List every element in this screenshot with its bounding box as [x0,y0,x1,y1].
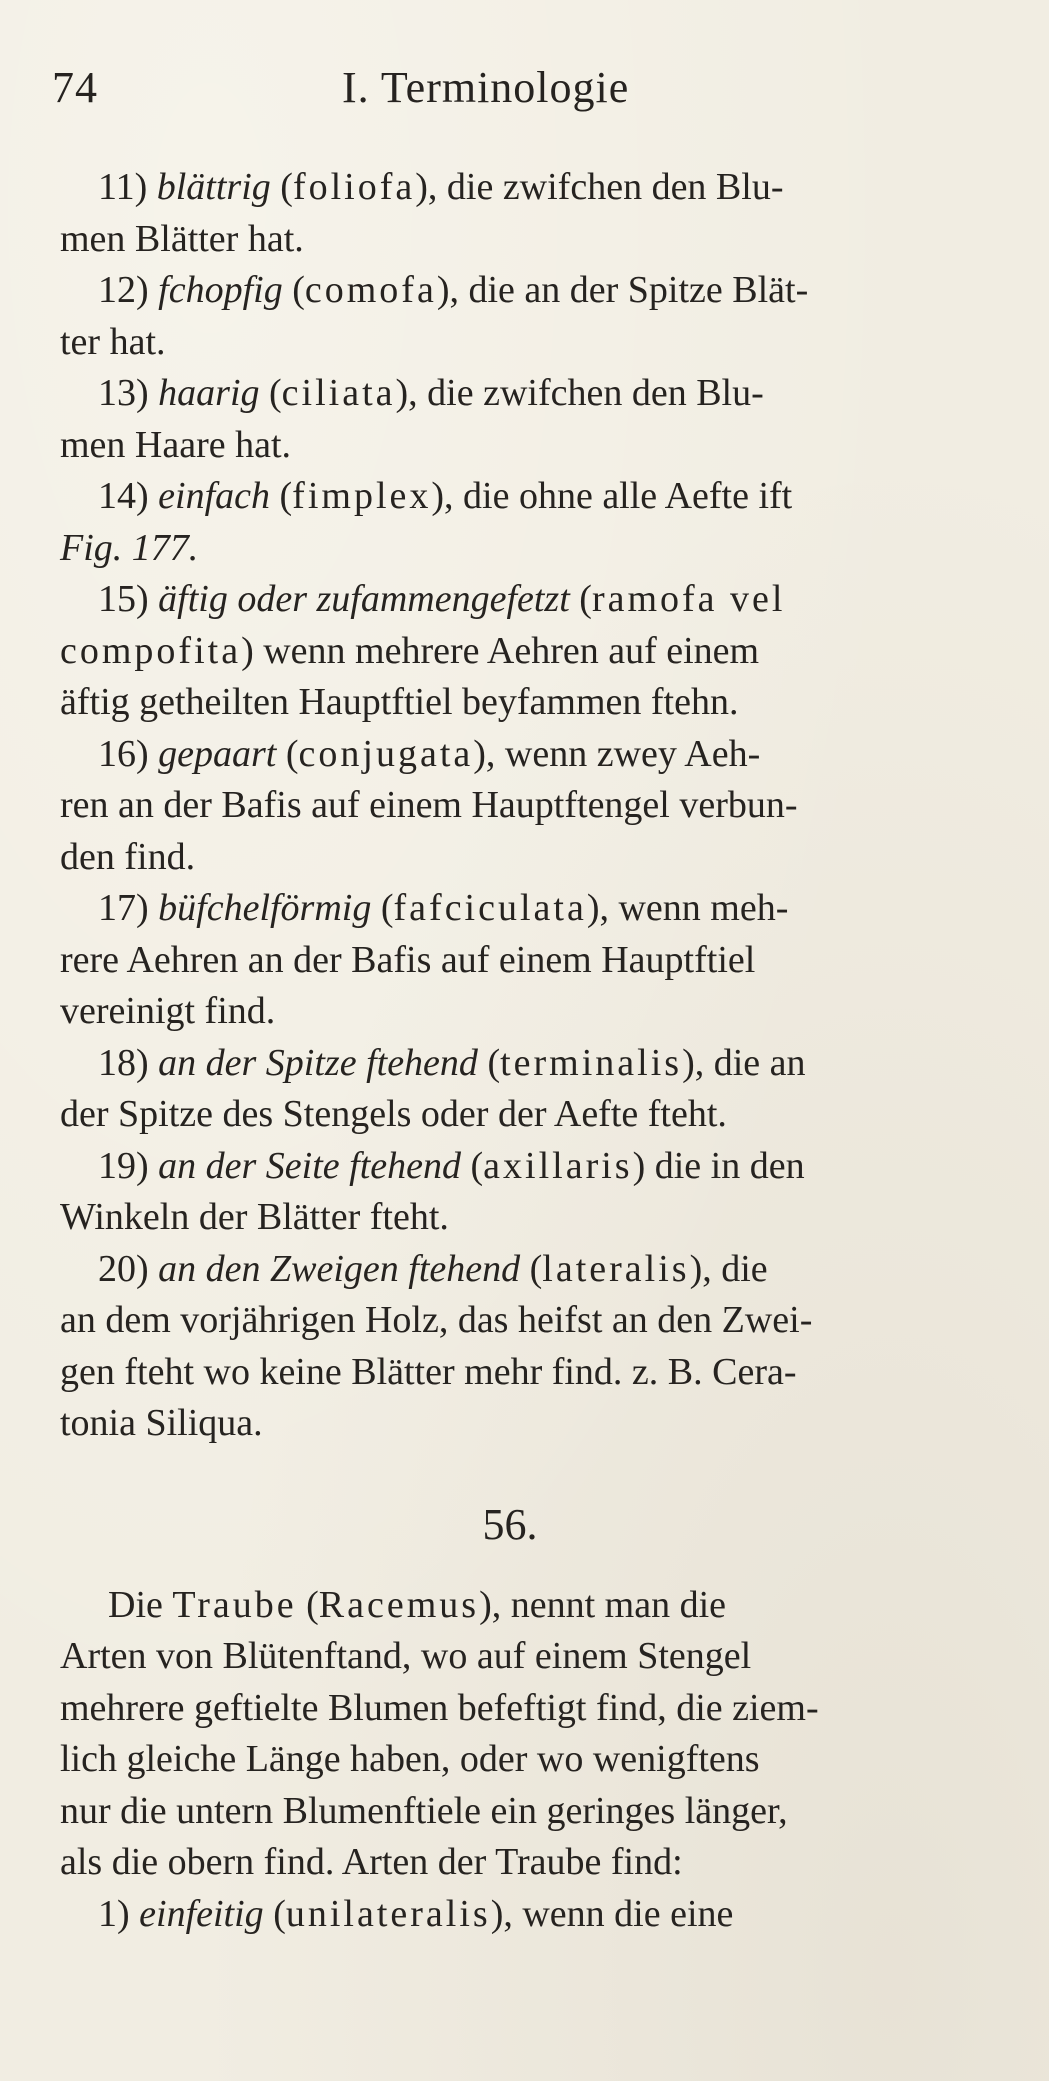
running-title: I. Terminologie [342,63,630,112]
text-run: ) wenn mehrere Aehren auf einem [241,629,760,672]
text-line [60,935,1020,987]
text-run: ( [477,1041,501,1084]
text-line [60,1244,1020,1296]
text-run: Traube [172,1583,297,1626]
text-run: men Haare hat. [60,423,292,466]
text-line [60,1734,1020,1786]
text-line [60,214,1020,266]
page-header [52,62,992,132]
text-run: ( [569,578,592,620]
section-number: 56. [482,1499,538,1549]
text-run: an der Seite ftehend [158,1144,462,1187]
text-run: büfchelförmig [158,887,372,929]
text-run: ), die [689,1247,768,1290]
text-run: 16) [98,732,159,775]
text-run: Racemus [318,1583,480,1626]
text-run: axillaris [483,1144,633,1187]
text-run: ), die zwifchen den Blu- [415,166,784,208]
text-run: blättrig [156,166,271,208]
text-line [60,265,1020,317]
text-run: äftig getheilten Hauptftiel beyfammen ftehn. [60,681,739,723]
text-line [60,1295,1020,1347]
text-line [60,1398,1020,1450]
enumerated-list [60,162,1020,1450]
text-run: den find. [60,835,196,878]
text-run: mehrere geftielte Blumen befeftigt find, die ziem- [60,1686,819,1729]
text-run: einfach [158,475,271,517]
text-run: vereinigt find. [60,990,276,1032]
text-run: ( [276,732,299,775]
text-run: ), die an [682,1041,806,1084]
text-run: men Blätter hat. [60,217,304,260]
text-run: ), wenn die eine [490,1892,734,1935]
text-run: ), die ohne alle Aefte ift [431,475,793,517]
text-run: nur die untern Blumenftiele ein geringes länger, [60,1789,788,1832]
text-run: fimplex [292,475,432,517]
text-run: ) die in den [632,1144,805,1187]
text-line [60,986,1020,1038]
text-line [60,883,1020,935]
text-line [60,780,1020,832]
text-run: an der Spitze ftehend [158,1041,478,1084]
text-run: ), die an der Spitze Blät- [436,269,809,311]
text-run: 19) [98,1144,159,1187]
text-run: fafciculata [393,887,587,929]
text-line [60,1683,1020,1735]
text-line [60,471,1020,523]
text-line [60,626,1020,678]
text-line [60,729,1020,781]
text-line [60,1837,1020,1889]
text-run: ( [259,372,282,414]
text-line [60,368,1020,420]
text-run: lateralis [542,1247,690,1290]
text-run: 15) [98,578,159,620]
text-run: haarig [158,372,260,414]
text-run: foliofa [292,166,416,208]
text-run: 18) [98,1041,159,1084]
text-run: conjugata [298,732,474,775]
text-run: ( [270,475,293,517]
text-run: 17) [98,887,159,929]
text-line [60,1089,1020,1141]
text-run: ), nennt man die [479,1583,727,1626]
text-run: gen fteht wo keine Blätter mehr find. z. B. Cera- [60,1350,797,1393]
text-run: an den Zweigen ftehend [158,1247,521,1290]
text-line [60,1786,1020,1838]
text-line [60,677,1020,729]
page-number: 74 [52,63,98,112]
text-line [60,1889,1020,1941]
text-line [60,1580,1020,1632]
text-run: Die [108,1583,173,1626]
text-run: compofita [60,629,242,672]
text-run: als die obern find. Arten der Traube find: [60,1841,683,1883]
text-run: 12) [98,269,159,311]
text-line [60,574,1020,626]
text-run: 14) [98,475,159,517]
text-line [60,832,1020,884]
text-line [60,523,1020,575]
text-line [60,1141,1020,1193]
text-run: ), die zwifchen den Blu- [395,372,764,414]
text-line [60,1347,1020,1399]
text-run: fchopfig [158,269,283,311]
text-run: tonia Siliqua. [60,1402,263,1444]
text-run: ( [263,1892,286,1935]
text-run: 20) [98,1247,159,1290]
text-line [60,1192,1020,1244]
text-run: der Spitze des Stengels oder der Aefte fteht. [60,1093,727,1135]
text-run: lich gleiche Länge haben, oder wo wenigftens [60,1738,760,1780]
text-run: 1) [98,1892,140,1935]
text-line [60,162,1020,214]
text-run: gepaart [158,732,277,775]
text-run: ren an der Bafis auf einem Hauptftengel verbun- [60,784,798,826]
text-run: Fig. 177. [60,526,199,569]
text-run: Winkeln der Blätter fteht. [60,1196,449,1238]
text-run: ciliata [281,372,396,414]
text-run: ( [520,1247,543,1290]
text-run: rere Aehren an der Bafis auf einem Hauptftiel [60,938,756,981]
text-run: terminalis [500,1041,683,1084]
text-run: ( [282,269,305,311]
text-run: ( [371,887,394,929]
text-run: comofa [304,269,437,311]
text-run: ( [461,1144,484,1187]
body-text [60,162,1020,1940]
text-line [60,420,1020,472]
text-run: an dem vorjährigen Holz, das heifst an den Zwei- [60,1299,813,1341]
text-run: ), wenn zwey Aeh- [473,732,761,775]
text-run: ( [270,166,293,208]
text-run: äftig oder zufammengefetzt [158,578,570,620]
text-run: unilateralis [285,1892,491,1935]
text-run: 11) [98,166,157,208]
text-run: Arten von Blütenftand, wo auf einem Stengel [60,1635,752,1677]
text-run: 13) [98,372,159,414]
text-run: ), wenn meh- [586,887,789,929]
text-run: ramofa vel [591,578,786,620]
text-run: ter hat. [60,320,166,363]
text-run: einfeitig [139,1892,264,1935]
text-line [60,1631,1020,1683]
text-line [60,317,1020,369]
paragraph-traube [60,1580,1020,1941]
text-line [60,1038,1020,1090]
text-run: ( [296,1583,319,1626]
